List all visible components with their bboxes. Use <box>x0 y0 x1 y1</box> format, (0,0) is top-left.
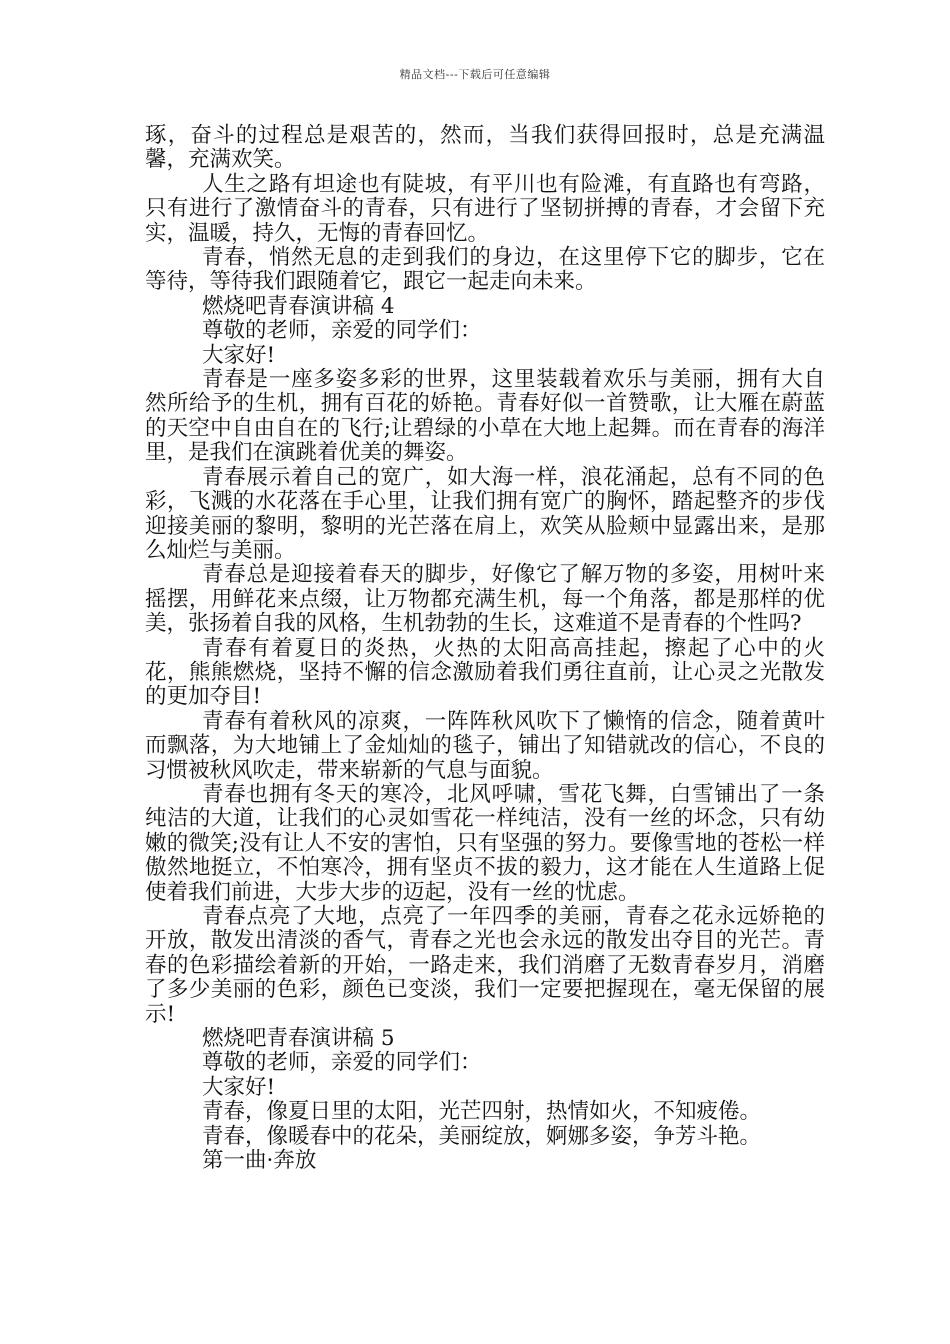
paragraph: 人生之路有坦途也有陡坡，有平川也有险滩，有直路也有弯路，只有进行了激情奋斗的青春，只有进行了坚韧拼搏的青春，才会留下充实，温暖，持久，无悔的青春回忆。 <box>145 171 825 246</box>
page-header: 精品文档---下载后可任意编辑 <box>399 68 551 81</box>
salutation: 尊敬的老师，亲爱的同学们： <box>202 1050 482 1076</box>
paragraph: 青春，像夏日里的太阳，光芒四射，热情如火，不知疲倦。 <box>202 1099 762 1125</box>
paragraph: 青春也拥有冬天的寒冷，北风呼啸，雪花飞舞，白雪铺出了一条纯洁的大道，让我们的心灵如雪花一样纯洁，没有一丝的坏念，只有幼嫩的微笑;没有让人不安的害怕，只有坚强的努力。要像雪地的苍松一样傲然地挺立，不怕寒冷，拥有坚贞不拔的毅力，这才能在人生道路上促使着我们前进，大步大步的迈起，没有一丝的忧虑。 <box>145 781 825 905</box>
speech-title: 燃烧吧青春演讲稿 4 <box>202 293 395 319</box>
paragraph: 琢，奋斗的过程总是艰苦的，然而，当我们获得回报时，总是充满温馨，充满欢笑。 <box>145 123 825 173</box>
paragraph: 青春，像暖春中的花朵，美丽绽放，婀娜多姿，争芳斗艳。 <box>202 1123 762 1149</box>
speech-title: 燃烧吧青春演讲稿 5 <box>202 1026 395 1052</box>
section-heading: 第一曲·奔放 <box>202 1148 317 1174</box>
paragraph: 青春，悄然无息的走到我们的身边，在这里停下它的脚步，它在等待，等待我们跟随着它，跟它一起走向未来。 <box>145 245 825 295</box>
paragraph: 青春总是迎接着春天的脚步，好像它了解万物的多姿，用树叶来摇摆，用鲜花来点缀，让万物都充满生机，每一个角落，都是那样的优美，张扬着自我的风格，生机勃勃的生长，这难道不是青春的个性吗? <box>145 562 825 637</box>
paragraph: 青春是一座多姿多彩的世界，这里装载着欢乐与美丽，拥有大自然所给予的生机，拥有百花的娇艳。青春好似一首赞歌，让大雁在蔚蓝的天空中自由自在的飞行;让碧绿的小草在大地上起舞。而在青春的海洋里，是我们在演跳着优美的舞姿。 <box>145 367 825 466</box>
paragraph: 青春展示着自己的宽广，如大海一样，浪花涌起，总有不同的色彩，飞溅的水花落在手心里，让我们拥有宽广的胸怀，踏起整齐的步伐迎接美丽的黎明，黎明的光芒落在肩上，欢笑从脸颊中显露出来，是那么灿烂与美丽。 <box>145 464 825 563</box>
paragraph: 青春点亮了大地，点亮了一年四季的美丽，青春之花永远娇艳的开放，散发出清淡的香气，青春之光也会永远的散发出夺目的光芒。青春的色彩描绘着新的开始，一路走来，我们消磨了无数青春岁月，消磨了多少美丽的色彩，颜色已变淡，我们一定要把握现在，毫无保留的展示! <box>145 904 825 1027</box>
salutation: 尊敬的老师，亲爱的同学们： <box>202 318 482 344</box>
greeting: 大家好! <box>202 1074 276 1100</box>
greeting: 大家好! <box>202 342 276 368</box>
document-body <box>145 124 825 1173</box>
paragraph: 青春有着秋风的凉爽，一阵阵秋风吹下了懒惰的信念，随着黄叶而飘落，为大地铺上了金灿灿的毯子，铺出了知错就改的信心，不良的习惯被秋风吹走，带来崭新的气息与面貌。 <box>145 708 825 783</box>
paragraph: 青春有着夏日的炎热，火热的太阳高高挂起，擦起了心中的火花，熊熊燃烧，坚持不懈的信念激励着我们勇往直前，让心灵之光散发的更加夺目! <box>145 635 825 710</box>
